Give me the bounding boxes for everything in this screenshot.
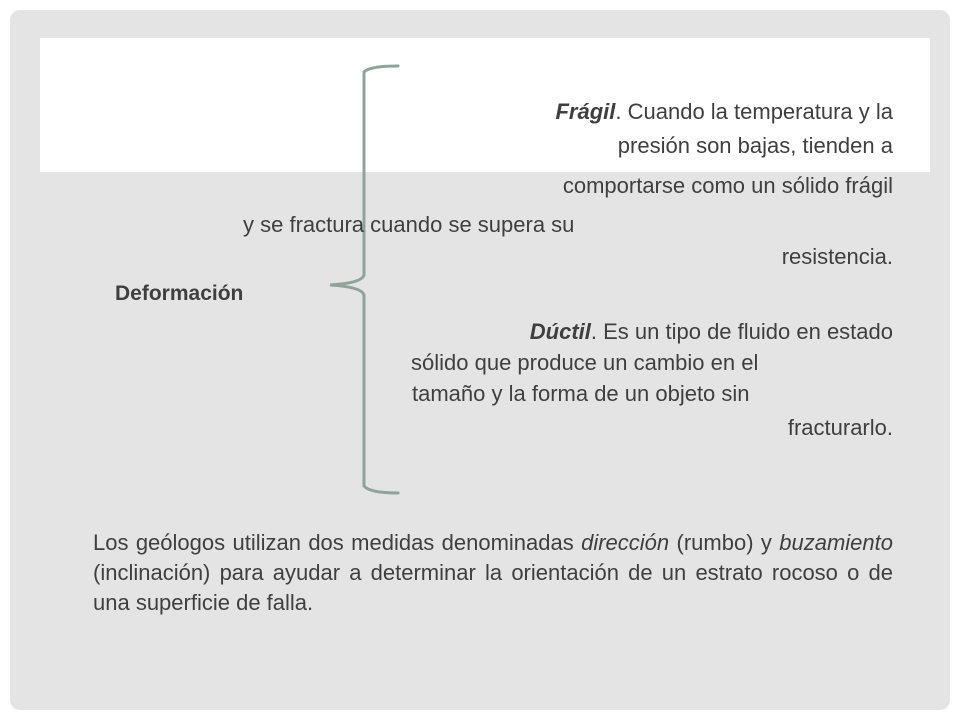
ductil-line-1-text: . Es un tipo de fluido en estado <box>590 319 893 344</box>
fragil-line-3: comportarse como un sólido frágil <box>562 173 893 198</box>
body-paragraph <box>93 528 893 618</box>
fragil-line-1 <box>555 98 893 126</box>
paragraph-term-buzamiento: buzamiento <box>779 530 893 555</box>
deformation-label: Deformación <box>115 282 244 305</box>
ductil-line-4: fracturarlo. <box>787 415 893 440</box>
fragil-line-5: resistencia. <box>781 244 893 269</box>
paragraph-part-3: (inclinación) para ayudar a determinar la orientación de un estrato rocoso o de una superficie de falla. <box>93 560 893 615</box>
paragraph-term-direccion: dirección <box>581 530 670 555</box>
paragraph-part-1: Los geólogos utilizan dos medidas denominadas <box>93 530 582 555</box>
paragraph-part-2: (rumbo) y <box>669 530 780 555</box>
ductil-line-2: sólido que produce un cambio en el <box>411 350 759 375</box>
fragil-line-1-text: . Cuando la temperatura y la <box>615 99 893 124</box>
ductil-term: Dúctil <box>529 319 591 344</box>
ductil-line-3: tamaño y la forma de un objeto sin <box>412 381 750 406</box>
ductil-line-1 <box>530 318 893 346</box>
fragil-line-2: presión son bajas, tienden a <box>617 133 893 158</box>
fragil-line-4: y se fractura cuando se supera su <box>243 212 575 237</box>
fragil-term: Frágil <box>555 99 616 124</box>
